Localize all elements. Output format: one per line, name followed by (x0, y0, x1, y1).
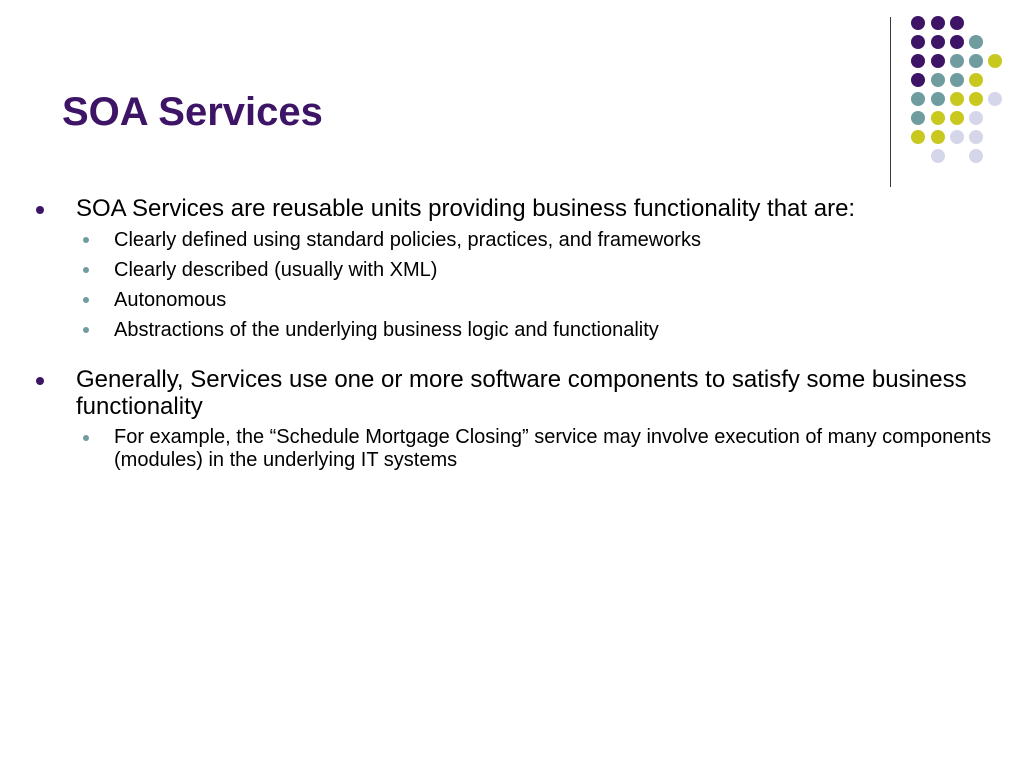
decorative-dot (950, 16, 964, 30)
decorative-dot (931, 16, 945, 30)
sub-bullet-text: Autonomous (114, 289, 227, 311)
decorative-dot (911, 130, 925, 144)
decorative-dot (950, 92, 964, 106)
sub-bullet-dot-icon (83, 267, 89, 273)
decorative-dot (931, 111, 945, 125)
decorative-dot (950, 54, 964, 68)
sub-bullet-list (76, 426, 996, 472)
sub-bullet-dot-icon (83, 237, 89, 243)
decorative-dot (911, 16, 925, 30)
title-divider-line (890, 17, 891, 187)
decorative-dot (969, 111, 983, 125)
decorative-dot (969, 92, 983, 106)
decorative-dot (911, 92, 925, 106)
decorative-dot (950, 130, 964, 144)
bullet-item (36, 366, 996, 472)
decorative-dot (969, 35, 983, 49)
decorative-dot (950, 35, 964, 49)
decorative-dot (931, 35, 945, 49)
decorative-dot (911, 35, 925, 49)
sub-bullet-dot-icon (83, 327, 89, 333)
decorative-dot (931, 130, 945, 144)
decorative-dot (969, 73, 983, 87)
sub-bullet-item (76, 228, 996, 252)
decorative-dot (931, 73, 945, 87)
decorative-dot (911, 111, 925, 125)
decorative-dot (931, 54, 945, 68)
bullet-item (36, 195, 996, 342)
decorative-dot (911, 73, 925, 87)
sub-bullet-text: Abstractions of the underlying business logic and functionality (114, 319, 659, 341)
decorative-dot (911, 54, 925, 68)
decorative-dot (969, 130, 983, 144)
sub-bullet-item (76, 426, 996, 472)
bullet-dot-icon (36, 206, 44, 214)
sub-bullet-text: Clearly defined using standard policies, practices, and frameworks (114, 229, 701, 251)
sub-bullet-text: Clearly described (usually with XML) (114, 259, 438, 281)
decorative-dot (969, 149, 983, 163)
sub-bullet-text: For example, the “Schedule Mortgage Closing” service may involve execution of many components (modules) in the underlying IT systems (114, 426, 992, 471)
slide-title: SOA Services (62, 90, 323, 134)
decorative-dot (931, 92, 945, 106)
decorative-dot (950, 73, 964, 87)
sub-bullet-item (76, 258, 996, 282)
decorative-dot (931, 149, 945, 163)
bullet-text: Generally, Services use one or more software components to satisfy some business functionality (76, 366, 967, 420)
sub-bullet-list (76, 228, 996, 342)
sub-bullet-dot-icon (83, 297, 89, 303)
decorative-dot (988, 92, 1002, 106)
bullet-dot-icon (36, 377, 44, 385)
sub-bullet-dot-icon (83, 435, 89, 441)
sub-bullet-item (76, 318, 996, 342)
decorative-dot (969, 54, 983, 68)
sub-bullet-item (76, 288, 996, 312)
bullet-list (36, 195, 996, 478)
decorative-dot (988, 54, 1002, 68)
decorative-dot (950, 111, 964, 125)
bullet-text: SOA Services are reusable units providing business functionality that are: (76, 195, 856, 222)
